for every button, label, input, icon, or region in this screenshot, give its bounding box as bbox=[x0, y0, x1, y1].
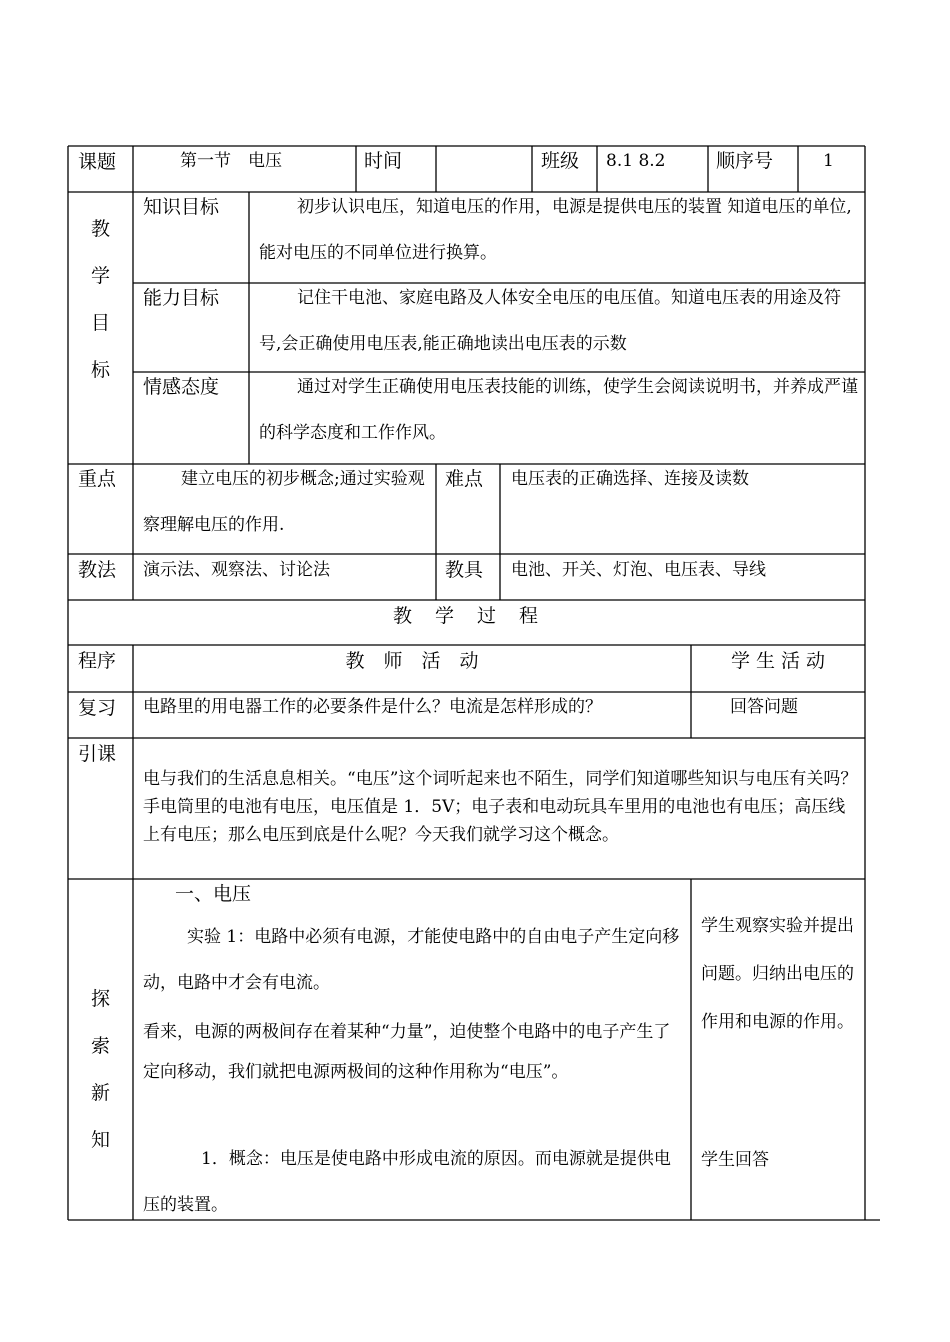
emotion-text: 通过对学生正确使用电压表技能的训练，使学生会阅读说明书，并养成严谨的科学态度和工作作风。 bbox=[259, 377, 858, 443]
key-text: 建立电压的初步概念;通过实验观察理解电压的作用. bbox=[143, 469, 425, 535]
review-student: 回答问题 bbox=[730, 697, 798, 717]
goals-label-char: 教 bbox=[90, 218, 110, 240]
explore-label-char: 新 bbox=[90, 1082, 110, 1104]
emotion-label: 情感态度 bbox=[143, 376, 220, 398]
knowledge-text: 初步认识电压，知道电压的作用，电源是提供电压的装置 知道电压的单位,能对电压的不同单位进行换算。 bbox=[259, 197, 852, 263]
tools-text: 电池、开关、灯泡、电压表、导线 bbox=[511, 560, 766, 580]
explore-paragraph: 看来，电源的两极间存在着某种“力量”，迫使整个电路中的电子产生了定向移动，我们就把电源两极间的这种作用称为“电压”。 bbox=[143, 1022, 671, 1082]
col-teacher-header: 教 师 活 动 bbox=[345, 650, 479, 672]
explore-student-2: 学生回答 bbox=[701, 1150, 769, 1170]
method-text: 演示法、观察法、讨论法 bbox=[143, 560, 330, 580]
key-label: 重点 bbox=[78, 468, 117, 490]
ability-text: 记住干电池、家庭电路及人体安全电压的电压值。知道电压表的用途及符号,会正确使用电压表,能正确地读出电压表的示数 bbox=[259, 288, 841, 354]
class-value: 8.1 8.2 bbox=[606, 151, 666, 171]
goals-label-char: 学 bbox=[90, 265, 110, 287]
col-student-header: 学 生 活 动 bbox=[730, 650, 826, 672]
difficult-text: 电压表的正确选择、连接及读数 bbox=[511, 469, 749, 489]
goals-label-char: 目 bbox=[90, 312, 110, 334]
explore-heading: 一、电压 bbox=[175, 883, 252, 905]
tools-label: 教具 bbox=[445, 559, 484, 581]
topic-value: 第一节 电压 bbox=[180, 151, 282, 171]
order-label: 顺序号 bbox=[716, 150, 774, 172]
goals-section-label bbox=[68, 206, 133, 394]
time-label: 时间 bbox=[364, 150, 403, 172]
method-label: 教法 bbox=[78, 559, 117, 581]
explore-label-char: 索 bbox=[90, 1035, 110, 1057]
explore-label-char: 知 bbox=[90, 1129, 110, 1151]
topic-label: 课题 bbox=[78, 151, 117, 173]
goals-label-char: 标 bbox=[90, 359, 110, 381]
explore-experiment: 实验 1：电路中必须有电源，才能使电路中的自由电子产生定向移动，电路中才会有电流。 bbox=[143, 927, 680, 993]
process-title: 教 学 过 程 bbox=[392, 605, 540, 627]
review-teacher: 电路里的用电器工作的必要条件是什么？电流是怎样形成的？ bbox=[143, 697, 602, 717]
order-value: 1 bbox=[823, 151, 834, 171]
class-label: 班级 bbox=[541, 150, 580, 172]
explore-section-label bbox=[68, 976, 133, 1164]
intro-label: 引课 bbox=[78, 743, 117, 765]
explore-student-1: 学生观察实验并提出问题。归纳出电压的作用和电源的作用。 bbox=[701, 916, 854, 1032]
intro-teacher: 电与我们的生活息息相关。“电压”这个词听起来也不陌生，同学们知道哪些知识与电压有关吗？手电筒里的电池有电压，电压值是 1．5V；电子表和电动玩具车里用的电池也有电压；高压线上有电压；那么电压到底是什么呢？今天我们就学习这个概念。 bbox=[143, 769, 858, 845]
difficult-label: 难点 bbox=[445, 468, 484, 490]
review-label: 复习 bbox=[78, 697, 117, 719]
col-order-header: 程序 bbox=[78, 650, 117, 672]
explore-concept: 1．概念：电压是使电路中形成电流的原因。而电源就是提供电压的装置。 bbox=[143, 1149, 671, 1215]
explore-label-char: 探 bbox=[90, 988, 110, 1010]
ability-label: 能力目标 bbox=[143, 287, 220, 309]
knowledge-label: 知识目标 bbox=[143, 196, 220, 218]
